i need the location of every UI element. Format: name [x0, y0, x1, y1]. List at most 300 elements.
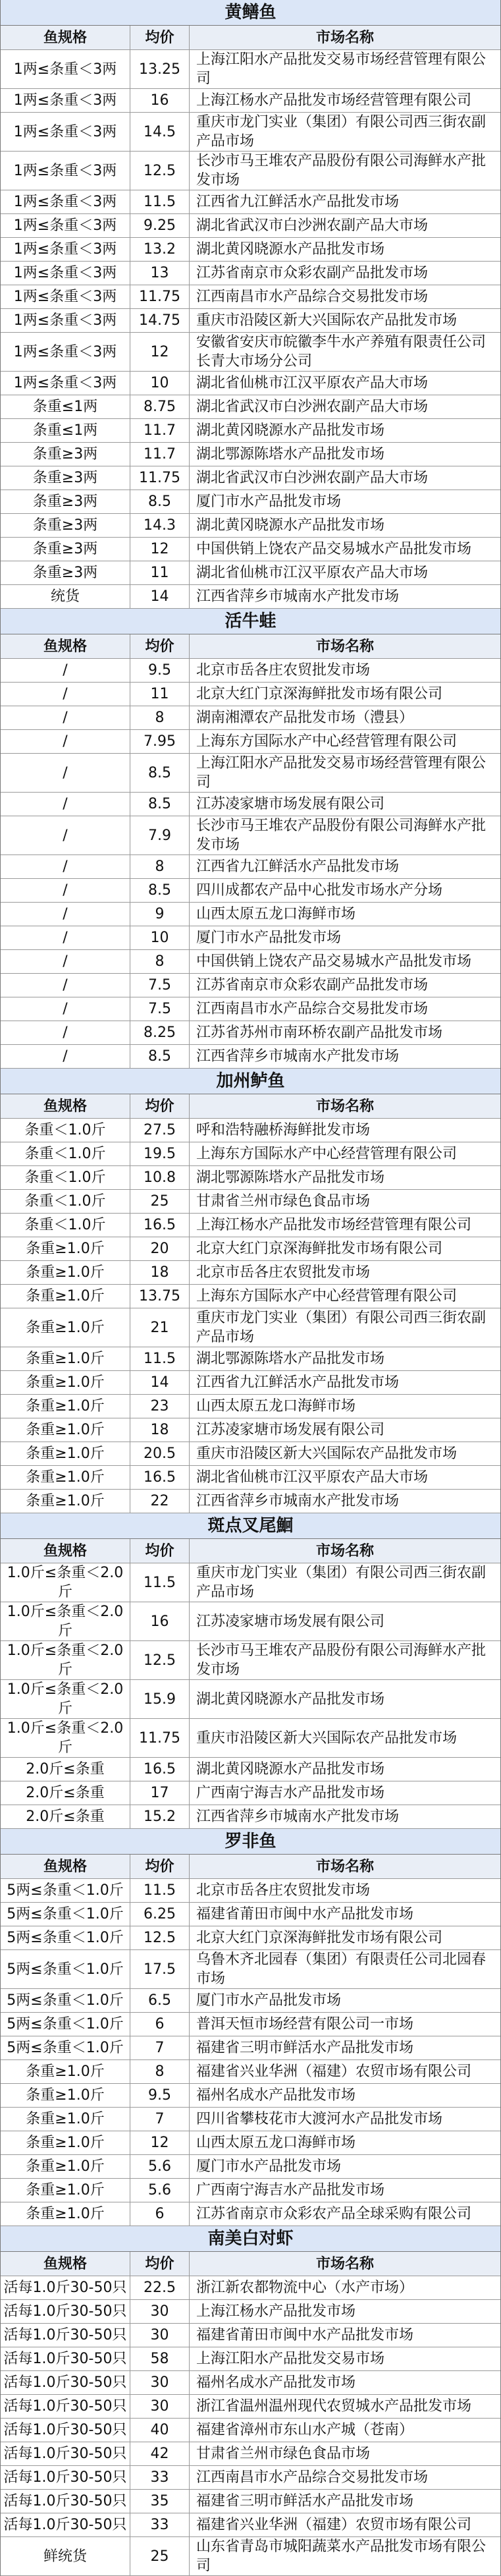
price-cell: 9	[130, 903, 190, 926]
spec-cell: /	[1, 1045, 130, 1068]
spec-cell: 5两≤条重＜1.0斤	[1, 1989, 130, 2012]
price-cell: 14.75	[130, 309, 190, 332]
table-row	[1, 2131, 500, 2155]
market-cell: 湖北鄂源陈塔水产品批发市场	[196, 446, 385, 462]
market-cell: 上海东方国际水产中心经营管理有限公司	[196, 733, 458, 750]
spec-cell: 条重≥3两	[1, 466, 130, 490]
market-cell: 江西南昌市水产品综合交易批发市场	[196, 1001, 429, 1017]
table-row	[1, 1926, 500, 1950]
market-cell: 福州名成水产品批发市场	[196, 2374, 356, 2391]
header-spec: 鱼规格	[1, 1539, 130, 1563]
price-cell: 16.5	[130, 1214, 190, 1237]
spec-cell: 活每1.0斤30-50只	[1, 2466, 130, 2489]
spec-cell: /	[1, 926, 130, 949]
market-cell: 北京大红门京深海鲜批发市场有限公司	[196, 1930, 443, 1946]
column-header-row	[1, 2252, 500, 2276]
spec-cell: /	[1, 974, 130, 997]
price-cell: 6	[130, 2202, 190, 2226]
fish-section	[1, 1829, 500, 2226]
section-title: 南美白对虾	[1, 2226, 500, 2252]
table-row	[1, 1261, 500, 1285]
section-title: 黄鳝鱼	[1, 0, 500, 26]
spec-cell: 1.0斤≤条重＜2.0斤	[1, 1602, 130, 1640]
header-price: 均价	[130, 26, 190, 49]
price-cell: 22	[130, 1490, 190, 1513]
table-row	[1, 585, 500, 609]
market-cell: 广西南宁海吉水产品批发市场	[196, 1785, 385, 1801]
market-cell: 福州名成水产品批发市场	[196, 2087, 356, 2104]
table-row	[1, 1781, 500, 1805]
price-cell: 19.5	[130, 1142, 190, 1165]
market-cell: 福建省三明市鲜活水产品批发市场	[196, 2040, 414, 2056]
spec-cell: 统货	[1, 585, 130, 608]
spec-cell: 1.0斤≤条重＜2.0斤	[1, 1563, 130, 1602]
spec-cell: /	[1, 659, 130, 682]
spec-cell: 条重≥1.0斤	[1, 2202, 130, 2226]
spec-cell: 活每1.0斤30-50只	[1, 2324, 130, 2347]
spec-cell: 条重≥1.0斤	[1, 1371, 130, 1394]
price-cell: 8.5	[130, 1045, 190, 1068]
spec-cell: 1两≤条重＜3两	[1, 309, 130, 332]
spec-cell: 5两≤条重＜1.0斤	[1, 1879, 130, 1902]
price-cell: 12.5	[130, 1641, 190, 1679]
spec-cell: 1两≤条重＜3两	[1, 152, 130, 190]
table-row	[1, 1758, 500, 1781]
market-cell: 江苏凌家塘市场发展有限公司	[196, 1613, 385, 1630]
spec-cell: /	[1, 683, 130, 706]
spec-cell: 5两≤条重＜1.0斤	[1, 1950, 130, 1988]
market-cell: 福建省兴业华洲（福建）农贸市场有限公司	[196, 2063, 472, 2080]
spec-cell: /	[1, 706, 130, 729]
table-row	[1, 50, 500, 89]
market-cell: 江西省九江鲜活水产品批发市场	[196, 1374, 400, 1391]
price-cell: 8.5	[130, 879, 190, 902]
table-row	[1, 1805, 500, 1829]
price-cell: 27.5	[130, 1119, 190, 1142]
table-row	[1, 659, 500, 683]
price-cell: 14.3	[130, 514, 190, 537]
market-cell: 长沙市马王堆农产品股份有限公司海鲜水产批发市场	[196, 1642, 487, 1678]
market-cell: 中国供销上饶农产品交易城水产品批发市场	[196, 541, 472, 557]
price-cell: 5.6	[130, 2179, 190, 2202]
spec-cell: 活每1.0斤30-50只	[1, 2513, 130, 2536]
price-cell: 42	[130, 2442, 190, 2465]
section-title: 罗非鱼	[1, 1829, 500, 1855]
market-cell: 四川成都农产品中心批发市场水产分场	[196, 882, 443, 899]
price-cell: 7.5	[130, 997, 190, 1021]
spec-cell: 条重≥1.0斤	[1, 1237, 130, 1260]
market-cell: 上海江杨水产品批发市场	[196, 2303, 356, 2320]
price-cell: 10	[130, 372, 190, 395]
price-cell: 16.5	[130, 1466, 190, 1489]
table-row	[1, 2395, 500, 2419]
spec-cell: 条重≥1.0斤	[1, 1418, 130, 1442]
fish-section	[1, 2226, 500, 2576]
price-cell: 10	[130, 926, 190, 949]
market-cell: 上海江杨水产品批发市场经营管理有限公司	[196, 1217, 472, 1233]
market-cell: 福建省兴业华洲（福建）农贸市场有限公司	[196, 2517, 472, 2533]
market-cell: 湖北省仙桃市江汉平原农产品大市场	[196, 565, 429, 581]
spec-cell: /	[1, 903, 130, 926]
table-row	[1, 1442, 500, 1466]
table-row	[1, 1347, 500, 1371]
price-cell: 10.8	[130, 1166, 190, 1189]
table-row	[1, 1237, 500, 1261]
table-row	[1, 2371, 500, 2395]
price-cell: 17	[130, 1781, 190, 1805]
table-row	[1, 1214, 500, 1237]
price-cell: 11	[130, 561, 190, 584]
spec-cell: 活每1.0斤30-50只	[1, 2347, 130, 2370]
market-cell: 普洱天恒市场经营有限公司一市场	[196, 2016, 414, 2032]
spec-cell: 条重≥1.0斤	[1, 1490, 130, 1513]
spec-cell: /	[1, 1021, 130, 1044]
price-cell: 9.5	[130, 2084, 190, 2107]
table-row	[1, 2108, 500, 2131]
market-cell: 山西太原五龙口海鲜市场	[196, 906, 356, 922]
price-cell: 25	[130, 1190, 190, 1213]
spec-cell: 条重≥1.0斤	[1, 1442, 130, 1465]
market-cell: 上海江阳水产品批发交易市场经营管理有限公司	[196, 755, 487, 791]
table-row	[1, 372, 500, 395]
table-row	[1, 926, 500, 950]
table-row	[1, 1680, 500, 1719]
table-row	[1, 903, 500, 926]
table-row	[1, 1190, 500, 1214]
table-row	[1, 514, 500, 538]
market-cell: 湖北黄冈晓源水产品批发市场	[196, 517, 385, 534]
spec-cell: 1两≤条重＜3两	[1, 285, 130, 308]
price-cell: 13	[130, 262, 190, 285]
market-cell: 江苏省南京市众彩农副产品批发市场	[196, 265, 429, 281]
price-cell: 8	[130, 950, 190, 973]
market-cell: 湖北省仙桃市江汉平原农产品大市场	[196, 1469, 429, 1486]
spec-cell: 条重≥1.0斤	[1, 1466, 130, 1489]
price-cell: 8.25	[130, 1021, 190, 1044]
market-cell: 上海东方国际水产中心经营管理有限公司	[196, 1288, 458, 1304]
market-cell: 重庆市沿陵区新大兴国际农产品批发市场	[196, 1729, 458, 1747]
table-row	[1, 793, 500, 816]
spec-cell: 条重≥3两	[1, 561, 130, 584]
market-cell: 湖北黄冈晓源水产品批发市场	[196, 1761, 385, 1778]
header-spec: 鱼规格	[1, 1094, 130, 1118]
table-row	[1, 443, 500, 466]
spec-cell: /	[1, 816, 130, 854]
header-market: 市场名称	[315, 1858, 374, 1875]
price-cell: 6	[130, 2013, 190, 2036]
spec-cell: /	[1, 793, 130, 816]
market-cell: 北京大红门京深海鲜批发市场有限公司	[196, 1241, 443, 1257]
column-header-row	[1, 26, 500, 50]
table-row	[1, 1602, 500, 1641]
market-cell: 重庆市龙门实业（集团）有限公司西三街农副产品市场	[196, 1310, 487, 1345]
price-cell: 14.5	[130, 113, 190, 151]
market-cell: 呼和浩特融桥海鲜批发市场	[196, 1122, 371, 1138]
spec-cell: 条重≥3两	[1, 443, 130, 466]
price-cell: 11.75	[130, 466, 190, 490]
price-cell: 15.9	[130, 1680, 190, 1718]
table-row	[1, 1166, 500, 1190]
table-row	[1, 561, 500, 585]
price-cell: 23	[130, 1395, 190, 1418]
price-cell: 30	[130, 2300, 190, 2323]
spec-cell: 条重≥3两	[1, 490, 130, 513]
market-cell: 江西省萍乡市城南水产批发市场	[196, 1808, 400, 1825]
table-row	[1, 2060, 500, 2084]
market-cell: 湖北黄冈晓源水产品批发市场	[196, 1691, 385, 1708]
price-cell: 25	[130, 2537, 190, 2575]
price-cell: 9.25	[130, 214, 190, 237]
price-cell: 7.95	[130, 730, 190, 753]
price-cell: 20	[130, 1237, 190, 1260]
market-cell: 江苏省南京市众彩农产品全球采购有限公司	[196, 2206, 472, 2222]
table-row	[1, 89, 500, 113]
price-cell: 14	[130, 1371, 190, 1394]
spec-cell: 2.0斤≤条重	[1, 1758, 130, 1781]
spec-cell: 5两≤条重＜1.0斤	[1, 1903, 130, 1926]
market-cell: 湖北黄冈晓源水产品批发市场	[196, 422, 385, 439]
spec-cell: /	[1, 950, 130, 973]
fish-section	[1, 1513, 500, 1829]
table-row	[1, 490, 500, 514]
fish-section	[1, 1069, 500, 1513]
price-cell: 9.5	[130, 659, 190, 682]
table-row	[1, 1641, 500, 1680]
market-cell: 长沙市马王堆农产品股份有限公司海鲜水产批发市场	[196, 153, 487, 188]
price-cell: 21	[130, 1308, 190, 1347]
table-row	[1, 466, 500, 490]
spec-cell: 条重≥1.0斤	[1, 1347, 130, 1370]
table-row	[1, 538, 500, 561]
price-cell: 8.5	[130, 793, 190, 816]
market-cell: 厦门市水产品批发市场	[196, 2158, 342, 2175]
table-row	[1, 879, 500, 903]
market-cell: 厦门市水产品批发市场	[196, 493, 342, 510]
price-cell: 30	[130, 2371, 190, 2394]
spec-cell: 条重≥1.0斤	[1, 2060, 130, 2083]
market-cell: 重庆市沿陵区新大兴国际农产品批发市场	[196, 1445, 458, 1462]
header-price: 均价	[130, 634, 190, 658]
spec-cell: 1两≤条重＜3两	[1, 89, 130, 112]
market-cell: 江西南昌市水产品综合交易批发市场	[196, 2469, 429, 2486]
table-row	[1, 2276, 500, 2300]
spec-cell: 条重≥3两	[1, 514, 130, 537]
table-row	[1, 333, 500, 372]
column-header-row	[1, 634, 500, 659]
table-row	[1, 214, 500, 238]
table-row	[1, 1395, 500, 1418]
spec-cell: 条重≥1.0斤	[1, 2179, 130, 2202]
header-market: 市场名称	[315, 1542, 374, 1559]
header-spec: 鱼规格	[1, 1855, 130, 1878]
table-row	[1, 1950, 500, 1989]
table-row	[1, 2202, 500, 2226]
table-row	[1, 754, 500, 793]
spec-cell: /	[1, 879, 130, 902]
market-cell: 江西省萍乡市城南水产批发市场	[196, 1048, 400, 1065]
table-row	[1, 1285, 500, 1308]
spec-cell: 1两≤条重＜3两	[1, 333, 130, 371]
price-cell: 8	[130, 706, 190, 729]
price-cell: 18	[130, 1418, 190, 1442]
header-price: 均价	[130, 1855, 190, 1878]
price-cell: 18	[130, 1261, 190, 1284]
spec-cell: 5两≤条重＜1.0斤	[1, 2013, 130, 2036]
price-cell: 17.5	[130, 1950, 190, 1988]
spec-cell: /	[1, 730, 130, 753]
fish-section	[1, 609, 500, 1069]
market-cell: 江西省九江鲜活水产品批发市场	[196, 858, 400, 875]
table-row	[1, 152, 500, 190]
spec-cell: 条重≤1两	[1, 419, 130, 442]
spec-cell: 条重＜1.0斤	[1, 1190, 130, 1213]
market-cell: 厦门市水产品批发市场	[196, 1992, 342, 2009]
table-row	[1, 855, 500, 879]
table-row	[1, 395, 500, 419]
market-cell: 山西太原五龙口海鲜市场	[196, 2135, 356, 2151]
market-cell: 浙江新农都物流中心（水产市场）	[196, 2280, 414, 2296]
spec-cell: 活每1.0斤30-50只	[1, 2442, 130, 2465]
spec-cell: 1两≤条重＜3两	[1, 113, 130, 151]
spec-cell: 条重≥1.0斤	[1, 2155, 130, 2178]
market-cell: 厦门市水产品批发市场	[196, 930, 342, 946]
spec-cell: 活每1.0斤30-50只	[1, 2419, 130, 2442]
table-row	[1, 2324, 500, 2347]
market-cell: 湖北鄂源陈塔水产品批发市场	[196, 1169, 385, 1186]
price-cell: 13.25	[130, 50, 190, 88]
table-row	[1, 1021, 500, 1045]
table-row	[1, 2419, 500, 2442]
table-row	[1, 816, 500, 855]
header-price: 均价	[130, 1094, 190, 1118]
price-cell: 6.5	[130, 1989, 190, 2012]
price-cell: 20.5	[130, 1442, 190, 1465]
price-cell: 11.5	[130, 1879, 190, 1902]
spec-cell: 条重≥1.0斤	[1, 1261, 130, 1284]
table-row	[1, 1418, 500, 1442]
price-cell: 8.5	[130, 490, 190, 513]
spec-cell: 5两≤条重＜1.0斤	[1, 1926, 130, 1949]
market-cell: 甘肃省兰州市绿色食品市场	[196, 1193, 371, 1210]
table-row	[1, 950, 500, 974]
spec-cell: 1两≤条重＜3两	[1, 238, 130, 261]
market-cell: 江苏凌家塘市场发展有限公司	[196, 1422, 385, 1438]
price-cell: 8	[130, 2060, 190, 2083]
price-cell: 11.5	[130, 190, 190, 213]
header-market: 市场名称	[315, 638, 374, 655]
spec-cell: 活每1.0斤30-50只	[1, 2276, 130, 2299]
price-cell: 30	[130, 2324, 190, 2347]
header-market: 市场名称	[315, 1098, 374, 1115]
table-row	[1, 190, 500, 214]
table-row	[1, 1045, 500, 1069]
header-price: 均价	[130, 2252, 190, 2276]
price-cell: 7.5	[130, 974, 190, 997]
price-cell: 14	[130, 585, 190, 608]
spec-cell: /	[1, 855, 130, 878]
market-cell: 江苏凌家塘市场发展有限公司	[196, 796, 385, 812]
column-header-row	[1, 1855, 500, 1879]
table-row	[1, 2036, 500, 2060]
spec-cell: 1两≤条重＜3两	[1, 190, 130, 213]
price-cell: 7.9	[130, 816, 190, 854]
price-cell: 11.75	[130, 285, 190, 308]
spec-cell: 条重≥1.0斤	[1, 1285, 130, 1308]
spec-cell: 2.0斤≤条重	[1, 1781, 130, 1805]
price-cell: 11.5	[130, 1563, 190, 1602]
spec-cell: 1.0斤≤条重＜2.0斤	[1, 1641, 130, 1679]
market-cell: 北京市岳各庄农贸批发市场	[196, 1882, 371, 1899]
market-cell: 北京市岳各庄农贸批发市场	[196, 662, 371, 679]
price-cell: 12	[130, 333, 190, 371]
spec-cell: 1两≤条重＜3两	[1, 262, 130, 285]
table-row	[1, 2442, 500, 2466]
table-row	[1, 997, 500, 1021]
market-cell: 长沙市马王堆农产品股份有限公司海鲜水产批发市场	[196, 818, 487, 853]
market-cell: 福建省三明市鲜活水产品批发市场	[196, 2493, 414, 2509]
spec-cell: /	[1, 754, 130, 792]
table-row	[1, 1142, 500, 1166]
price-cell: 40	[130, 2419, 190, 2442]
table-row	[1, 2155, 500, 2179]
spec-cell: /	[1, 997, 130, 1021]
price-cell: 11.5	[130, 1347, 190, 1370]
market-cell: 重庆市沿陵区新大兴国际农产品批发市场	[196, 312, 458, 329]
spec-cell: 条重≥1.0斤	[1, 2084, 130, 2107]
table-row	[1, 1371, 500, 1395]
table-row	[1, 2013, 500, 2036]
table-row	[1, 974, 500, 997]
table-row	[1, 683, 500, 706]
price-cell: 12	[130, 538, 190, 561]
market-cell: 江苏省苏州市南环桥农副产品批发市场	[196, 1024, 443, 1041]
price-cell: 58	[130, 2347, 190, 2370]
table-row	[1, 1119, 500, 1142]
price-cell: 22.5	[130, 2276, 190, 2299]
market-cell: 上海江阳水产品批发交易市场经营管理有限公司	[196, 51, 487, 87]
table-row	[1, 285, 500, 309]
header-market: 市场名称	[315, 29, 374, 46]
market-cell: 湖北省武汉市白沙洲农副产品大市场	[196, 399, 429, 415]
spec-cell: 条重≥1.0斤	[1, 1395, 130, 1418]
price-cell: 7	[130, 2108, 190, 2131]
price-cell: 15.2	[130, 1805, 190, 1828]
market-cell: 山东省青岛市城阳蔬菜水产品批发市场有限公司	[196, 2538, 487, 2574]
price-cell: 33	[130, 2513, 190, 2536]
spec-cell: 条重≥1.0斤	[1, 1308, 130, 1347]
spec-cell: 条重＜1.0斤	[1, 1119, 130, 1142]
table-row	[1, 1879, 500, 1903]
price-cell: 12.5	[130, 1926, 190, 1949]
table-row	[1, 2179, 500, 2202]
price-cell: 6.25	[130, 1903, 190, 1926]
table-row	[1, 1989, 500, 2013]
price-cell: 8	[130, 855, 190, 878]
price-cell: 35	[130, 2490, 190, 2513]
table-row	[1, 2513, 500, 2537]
header-market: 市场名称	[315, 2255, 374, 2272]
table-row	[1, 419, 500, 443]
spec-cell: 1.0斤≤条重＜2.0斤	[1, 1680, 130, 1718]
price-cell: 30	[130, 2395, 190, 2418]
market-cell: 江西省萍乡市城南水产批发市场	[196, 588, 400, 605]
spec-cell: 5两≤条重＜1.0斤	[1, 2036, 130, 2059]
spec-cell: 条重≥1.0斤	[1, 2108, 130, 2131]
table-row	[1, 2347, 500, 2371]
fish-section	[1, 0, 500, 609]
spec-cell: 条重≥3两	[1, 538, 130, 561]
market-cell: 上海江杨水产品批发市场经营管理有限公司	[196, 92, 472, 109]
